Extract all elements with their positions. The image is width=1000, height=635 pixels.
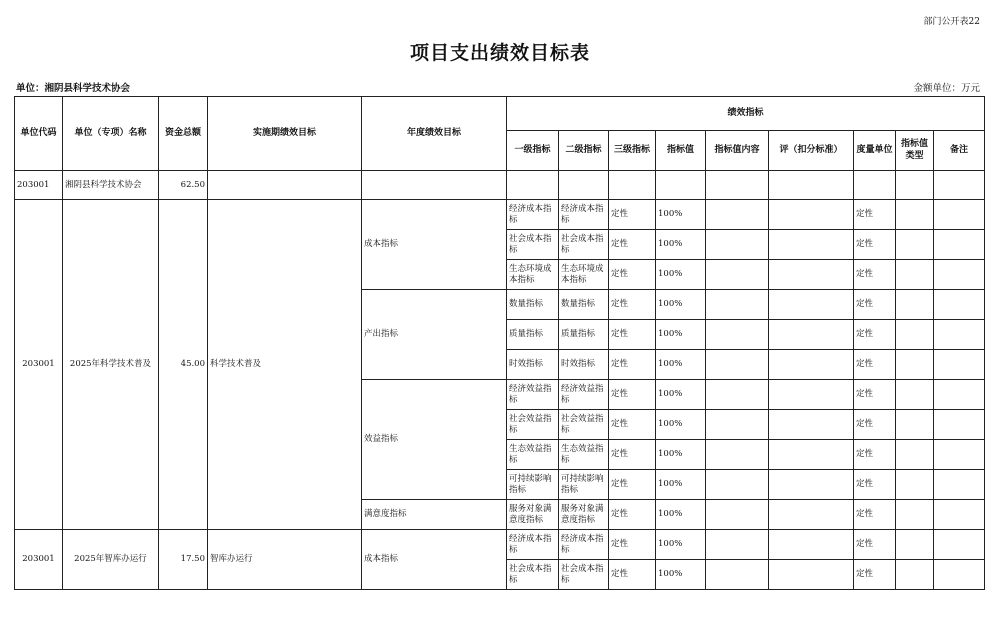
level2-indicator: 可持续影响指标: [559, 470, 609, 500]
header-total-funds: 资金总额: [159, 97, 208, 171]
scoring-standard: [769, 470, 854, 500]
remark: [934, 410, 985, 440]
level1-indicator: 经济效益指标: [507, 380, 559, 410]
level3-indicator: 定性: [609, 530, 656, 560]
project-name: 2025年智库办运行: [63, 530, 159, 590]
level3-indicator: 定性: [609, 350, 656, 380]
remark: [934, 200, 985, 230]
indicator-value: 100%: [656, 470, 706, 500]
indicator-value: 100%: [656, 350, 706, 380]
project-code: 203001: [15, 530, 63, 590]
measure-unit: 定性: [854, 200, 896, 230]
level1-indicator: 社会成本指标: [507, 560, 559, 590]
level2-indicator: 质量指标: [559, 320, 609, 350]
performance-table: [14, 96, 985, 590]
project-code: 203001: [15, 200, 63, 530]
indicator-value: 100%: [656, 260, 706, 290]
money-unit-label: 金额单位：万元: [913, 83, 980, 94]
remark: [934, 530, 985, 560]
level1-indicator: 时效指标: [507, 350, 559, 380]
indicator-group: 产出指标: [362, 290, 507, 380]
indicator-value: 100%: [656, 380, 706, 410]
value-type: [896, 200, 934, 230]
level1-indicator: 服务对象满意度指标: [507, 500, 559, 530]
scoring-standard: [769, 410, 854, 440]
indicator-value: 100%: [656, 560, 706, 590]
level3-indicator: 定性: [609, 320, 656, 350]
header-level3: 三级指标: [609, 131, 656, 171]
value-type: [896, 260, 934, 290]
indicator-value: 100%: [656, 500, 706, 530]
level2-indicator: 经济成本指标: [559, 200, 609, 230]
value-type: [896, 380, 934, 410]
level3-indicator: 定性: [609, 410, 656, 440]
summary-amount: 62.50: [159, 171, 208, 200]
level1-indicator: 经济成本指标: [507, 530, 559, 560]
measure-unit: 定性: [854, 410, 896, 440]
scoring-standard: [769, 200, 854, 230]
header-level1: 一级指标: [507, 131, 559, 171]
table-row: [15, 530, 985, 560]
scoring-standard: [769, 560, 854, 590]
level2-indicator: 生态效益指标: [559, 440, 609, 470]
table-row: [15, 200, 985, 230]
header-value-type: 指标值类型: [896, 131, 934, 171]
level3-indicator: 定性: [609, 200, 656, 230]
header-impl-goal: 实施期绩效目标: [208, 97, 362, 171]
measure-unit: 定性: [854, 560, 896, 590]
level1-indicator: 社会成本指标: [507, 230, 559, 260]
indicator-content: [706, 260, 769, 290]
remark: [934, 290, 985, 320]
scoring-standard: [769, 350, 854, 380]
level2-indicator: 社会效益指标: [559, 410, 609, 440]
header-unit-code: 单位代码: [15, 97, 63, 171]
indicator-content: [706, 200, 769, 230]
value-type: [896, 320, 934, 350]
summary-code: 203001: [15, 171, 63, 200]
level2-indicator: 生态环境成本指标: [559, 260, 609, 290]
level1-indicator: 生态环境成本指标: [507, 260, 559, 290]
scoring-standard: [769, 320, 854, 350]
indicator-content: [706, 320, 769, 350]
level3-indicator: 定性: [609, 380, 656, 410]
indicator-content: [706, 380, 769, 410]
value-type: [896, 470, 934, 500]
header-score: 评（扣分标准）: [769, 131, 854, 171]
level3-indicator: 定性: [609, 230, 656, 260]
remark: [934, 230, 985, 260]
indicator-value: 100%: [656, 290, 706, 320]
level3-indicator: 定性: [609, 470, 656, 500]
value-type: [896, 440, 934, 470]
indicator-content: [706, 350, 769, 380]
indicator-value: 100%: [656, 410, 706, 440]
value-type: [896, 560, 934, 590]
scoring-standard: [769, 260, 854, 290]
indicator-group: 满意度指标: [362, 500, 507, 530]
measure-unit: 定性: [854, 260, 896, 290]
value-type: [896, 230, 934, 260]
indicator-value: 100%: [656, 320, 706, 350]
summary-name: 湘阴县科学技术协会: [63, 171, 159, 200]
header-unit-name: 单位（专项）名称: [63, 97, 159, 171]
header-level2: 二级指标: [559, 131, 609, 171]
scoring-standard: [769, 530, 854, 560]
level1-indicator: 数量指标: [507, 290, 559, 320]
scoring-standard: [769, 230, 854, 260]
measure-unit: 定性: [854, 470, 896, 500]
measure-unit: 定性: [854, 530, 896, 560]
measure-unit: 定性: [854, 350, 896, 380]
level2-indicator: 时效指标: [559, 350, 609, 380]
indicator-group: 效益指标: [362, 380, 507, 500]
measure-unit: 定性: [854, 440, 896, 470]
project-impl-goal: 智库办运行: [208, 530, 362, 590]
header-perf-indicators: 绩效指标: [507, 97, 985, 131]
level2-indicator: 社会成本指标: [559, 560, 609, 590]
page-title: 项目支出绩效目标表: [409, 42, 590, 64]
remark: [934, 320, 985, 350]
level3-indicator: 定性: [609, 560, 656, 590]
value-type: [896, 500, 934, 530]
project-name: 2025年科学技术普及: [63, 200, 159, 530]
unit-label: 单位：湘阴县科学技术协会: [16, 83, 131, 94]
indicator-content: [706, 290, 769, 320]
indicator-value: 100%: [656, 230, 706, 260]
level3-indicator: 定性: [609, 500, 656, 530]
indicator-group: 成本指标: [362, 530, 507, 590]
level1-indicator: 可持续影响指标: [507, 470, 559, 500]
measure-unit: 定性: [854, 320, 896, 350]
form-number: 部门公开表22: [923, 17, 980, 27]
indicator-content: [706, 410, 769, 440]
scoring-standard: [769, 440, 854, 470]
project-amount: 17.50: [159, 530, 208, 590]
indicator-group: 成本指标: [362, 200, 507, 290]
indicator-content: [706, 530, 769, 560]
level2-indicator: 经济效益指标: [559, 380, 609, 410]
header-measure-unit: 度量单位: [854, 131, 896, 171]
level2-indicator: 数量指标: [559, 290, 609, 320]
level1-indicator: 经济成本指标: [507, 200, 559, 230]
indicator-content: [706, 500, 769, 530]
value-type: [896, 290, 934, 320]
project-amount: 45.00: [159, 200, 208, 530]
measure-unit: 定性: [854, 500, 896, 530]
level3-indicator: 定性: [609, 290, 656, 320]
header-annual-goal: 年度绩效目标: [362, 97, 507, 171]
level2-indicator: 服务对象满意度指标: [559, 500, 609, 530]
measure-unit: 定性: [854, 380, 896, 410]
indicator-content: [706, 230, 769, 260]
header-remark: 备注: [934, 131, 985, 171]
scoring-standard: [769, 290, 854, 320]
level2-indicator: 社会成本指标: [559, 230, 609, 260]
remark: [934, 380, 985, 410]
indicator-content: [706, 470, 769, 500]
level3-indicator: 定性: [609, 260, 656, 290]
level1-indicator: 质量指标: [507, 320, 559, 350]
value-type: [896, 350, 934, 380]
value-type: [896, 410, 934, 440]
remark: [934, 260, 985, 290]
measure-unit: 定性: [854, 230, 896, 260]
remark: [934, 560, 985, 590]
header-ind-value: 指标值: [656, 131, 706, 171]
value-type: [896, 530, 934, 560]
indicator-content: [706, 440, 769, 470]
level2-indicator: 经济成本指标: [559, 530, 609, 560]
level1-indicator: 社会效益指标: [507, 410, 559, 440]
remark: [934, 500, 985, 530]
project-impl-goal: 科学技术普及: [208, 200, 362, 530]
remark: [934, 470, 985, 500]
indicator-value: 100%: [656, 530, 706, 560]
indicator-value: 100%: [656, 200, 706, 230]
measure-unit: 定性: [854, 290, 896, 320]
header-ind-content: 指标值内容: [706, 131, 769, 171]
scoring-standard: [769, 380, 854, 410]
remark: [934, 440, 985, 470]
remark: [934, 350, 985, 380]
summary-row: [15, 171, 985, 200]
level3-indicator: 定性: [609, 440, 656, 470]
indicator-content: [706, 560, 769, 590]
indicator-value: 100%: [656, 440, 706, 470]
level1-indicator: 生态效益指标: [507, 440, 559, 470]
scoring-standard: [769, 500, 854, 530]
